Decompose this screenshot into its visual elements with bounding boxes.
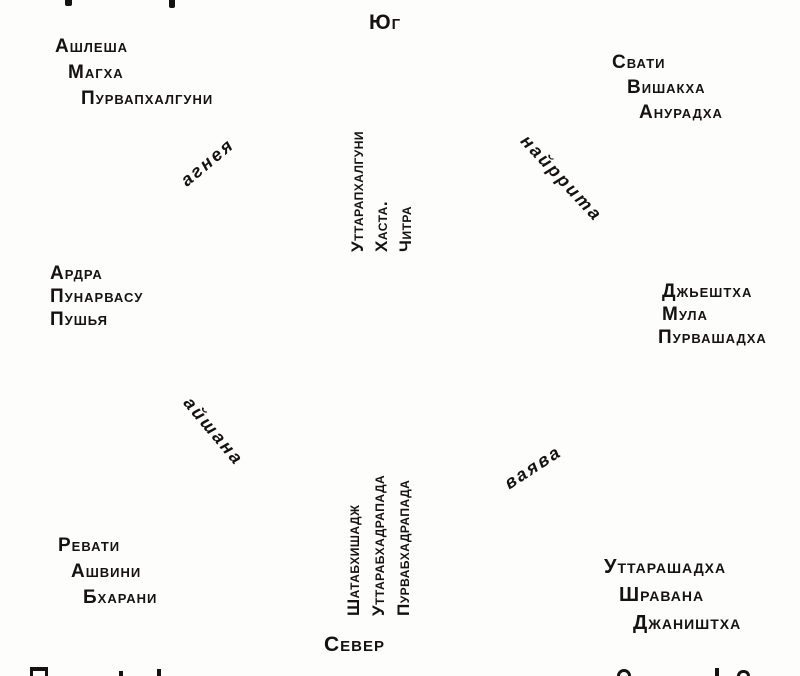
nakshatra-group-bottom-left (58, 533, 157, 611)
nakshatra-group-top-left (55, 34, 213, 112)
nakshatra-label: Джьештха (662, 281, 753, 302)
nakshatra-label: Пурвабхадрапада (394, 479, 413, 616)
nakshatra-label: Ревати (58, 535, 121, 556)
nakshatra-label: Пушья (50, 309, 108, 330)
nakshatra-label: Ашлеша (55, 36, 129, 57)
nakshatra-label: Джаништха (633, 612, 742, 634)
cut-off-letter-fragment (119, 671, 123, 676)
nakshatra-label: Пурвапхалгуни (81, 88, 214, 109)
nakshatra-label: Пунарвасу (50, 286, 144, 307)
nakshatra-label: Бхарани (83, 587, 158, 608)
nakshatra-label: Свати (612, 52, 666, 73)
direction-label-vayava: ваява (500, 441, 566, 494)
cut-off-letter-fragment (65, 0, 72, 6)
nakshatra-label: Ашвини (71, 561, 142, 582)
nakshatra-label: Хаста. (372, 200, 391, 252)
nakshatra-label: Шатабхишадж (344, 504, 363, 616)
nakshatra-group-bottom-right (604, 553, 741, 637)
direction-label-south: Юг (369, 11, 402, 34)
cut-off-letter-fragment (30, 667, 48, 676)
nakshatra-group-top-right (612, 50, 723, 125)
direction-label-agneya: агнея (176, 134, 239, 191)
nakshatra-label: Мула (662, 304, 708, 325)
direction-label-nairrita: найррита (516, 130, 607, 226)
nakshatra-group-mid-right (658, 280, 767, 349)
nakshatra-label: Уттарашадха (604, 556, 727, 578)
cut-off-letter-fragment (737, 670, 750, 676)
nakshatra-group-center-top-vertical (346, 131, 418, 252)
nakshatra-label: Магха (68, 62, 124, 83)
direction-label-aishana: айшана (179, 392, 249, 470)
nakshatra-label: Вишакха (627, 77, 706, 98)
nakshatra-label: Ардра (50, 263, 103, 284)
nakshatra-label: Пурвашадха (658, 327, 767, 348)
nakshatra-group-center-bottom-vertical (341, 475, 416, 616)
cut-off-letter-fragment (157, 669, 161, 676)
nakshatra-label: Шравана (619, 584, 705, 606)
nakshatra-label: Уттарапхалгуни (348, 130, 367, 252)
cut-off-letter-fragment (617, 669, 631, 676)
nakshatra-group-mid-left (50, 262, 143, 331)
nakshatra-label: Уттарабхадрапада (369, 474, 388, 616)
direction-label-north: Север (324, 633, 386, 656)
nakshatra-label: Анурадха (639, 102, 723, 123)
nakshatra-label: Читра (396, 205, 415, 252)
cut-off-letter-fragment (169, 0, 175, 8)
cut-off-letter-fragment (715, 668, 719, 676)
